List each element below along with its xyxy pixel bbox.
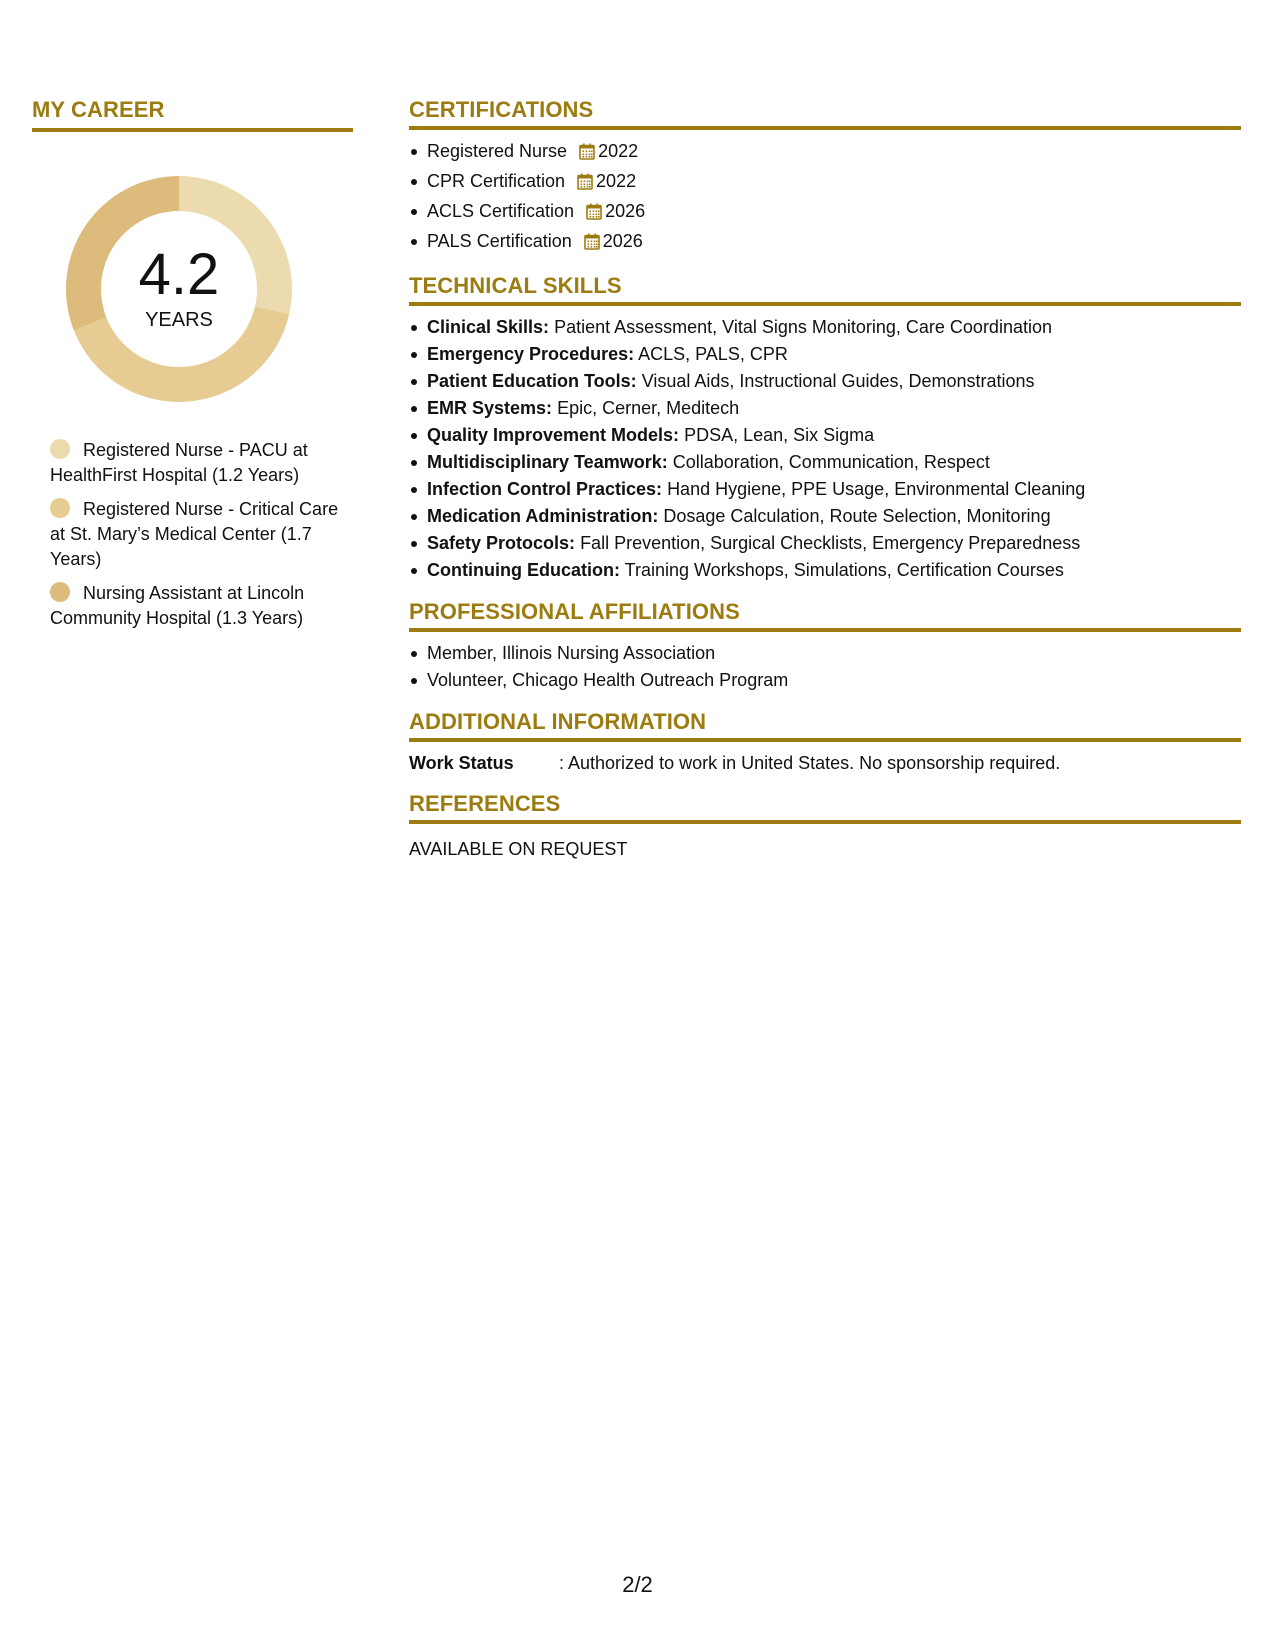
certification-year: 2026: [605, 201, 646, 221]
skill-value: Hand Hygiene, PPE Usage, Environmental Cleaning: [667, 479, 1086, 499]
legend-item: [50, 438, 340, 488]
certification-year: 2022: [596, 171, 637, 191]
calendar-icon: [579, 141, 595, 168]
skill-item: [427, 368, 1241, 395]
skill-name: Continuing Education:: [427, 560, 620, 580]
skill-value: Visual Aids, Instructional Guides, Demonstrations: [641, 371, 1035, 391]
skill-value: Epic, Cerner, Meditech: [557, 398, 740, 418]
technical-skills-heading: TECHNICAL SKILLS: [409, 272, 1241, 306]
skill-item: [427, 395, 1241, 422]
additional-info-section: [409, 708, 1241, 776]
skill-item: [427, 503, 1241, 530]
work-status-row: [409, 750, 1241, 776]
certification-name: Registered Nurse: [427, 141, 568, 161]
certification-item: [427, 138, 1241, 168]
calendar-icon: [586, 201, 602, 228]
certification-year: 2026: [602, 231, 643, 251]
technical-skills-section: [409, 272, 1241, 584]
skill-name: EMR Systems:: [427, 398, 553, 418]
skill-name: Multidisciplinary Teamwork:: [427, 452, 668, 472]
legend-item: [50, 581, 340, 631]
work-status-label: Work Status: [409, 753, 514, 773]
skill-value: Patient Assessment, Vital Signs Monitoring, Care Coordination: [554, 317, 1052, 337]
certification-item: [427, 198, 1241, 228]
donut-center: [66, 176, 292, 402]
legend-dot: [50, 439, 70, 459]
legend-label: Nursing Assistant at Lincoln Community Hospital (1.3 Years): [50, 583, 305, 628]
skill-value: ACLS, PALS, CPR: [638, 344, 788, 364]
affiliations-heading: PROFESSIONAL AFFILIATIONS: [409, 598, 1241, 632]
certifications-heading: CERTIFICATIONS: [409, 96, 1241, 130]
career-heading: MY CAREER: [32, 96, 353, 132]
left-column: [32, 96, 353, 640]
technical-skills-list: [409, 314, 1241, 584]
skill-name: Patient Education Tools:: [427, 371, 637, 391]
certifications-list: [409, 138, 1241, 258]
certification-year: 2022: [598, 141, 639, 161]
certification-item: [427, 168, 1241, 198]
skill-name: Infection Control Practices:: [427, 479, 663, 499]
right-column: [409, 96, 1241, 876]
skill-name: Medication Administration:: [427, 506, 659, 526]
skill-value: Dosage Calculation, Route Selection, Monitoring: [663, 506, 1051, 526]
skill-item: [427, 530, 1241, 557]
skill-value: Collaboration, Communication, Respect: [672, 452, 990, 472]
page-number: 2/2: [622, 1572, 653, 1597]
additional-info-heading: ADDITIONAL INFORMATION: [409, 708, 1241, 742]
affiliation-item: Volunteer, Chicago Health Outreach Program: [427, 667, 1241, 694]
calendar-icon: [584, 231, 600, 258]
skill-item: [427, 341, 1241, 368]
skill-value: Training Workshops, Simulations, Certification Courses: [624, 560, 1064, 580]
legend-dot: [50, 582, 70, 602]
references-text: AVAILABLE ON REQUEST: [409, 839, 628, 859]
career-legend: [50, 438, 340, 631]
calendar-icon: [577, 171, 593, 198]
certification-name: CPR Certification: [427, 171, 566, 191]
skill-value: PDSA, Lean, Six Sigma: [684, 425, 875, 445]
certification-name: PALS Certification: [427, 231, 572, 251]
legend-label: Registered Nurse - PACU at HealthFirst Hospital (1.2 Years): [50, 440, 308, 485]
affiliations-section: [409, 598, 1241, 694]
skill-name: Clinical Skills:: [427, 317, 550, 337]
skill-name: Emergency Procedures:: [427, 344, 635, 364]
skill-item: [427, 476, 1241, 503]
skill-name: Quality Improvement Models:: [427, 425, 680, 445]
affiliations-list: [409, 640, 1241, 694]
references-section: [409, 790, 1241, 862]
legend-item: [50, 497, 340, 572]
skill-item: [427, 557, 1241, 584]
total-years-value: 4.2: [138, 242, 220, 307]
legend-label: Registered Nurse - Critical Care at St. Mary’s Medical Center (1.7 Years): [50, 499, 339, 569]
skill-name: Safety Protocols:: [427, 533, 576, 553]
skill-item: [427, 422, 1241, 449]
legend-dot: [50, 498, 70, 518]
references-heading: REFERENCES: [409, 790, 1241, 824]
certification-item: [427, 228, 1241, 258]
affiliation-item: Member, Illinois Nursing Association: [427, 640, 1241, 667]
career-donut-chart: [66, 176, 292, 402]
skill-item: [427, 449, 1241, 476]
certification-name: ACLS Certification: [427, 201, 575, 221]
certifications-section: [409, 96, 1241, 258]
skill-value: Fall Prevention, Surgical Checklists, Emergency Preparedness: [580, 533, 1081, 553]
total-years-unit: YEARS: [145, 309, 213, 331]
work-status-value: : Authorized to work in United States. No sponsorship required.: [559, 753, 1061, 773]
skill-item: [427, 314, 1241, 341]
